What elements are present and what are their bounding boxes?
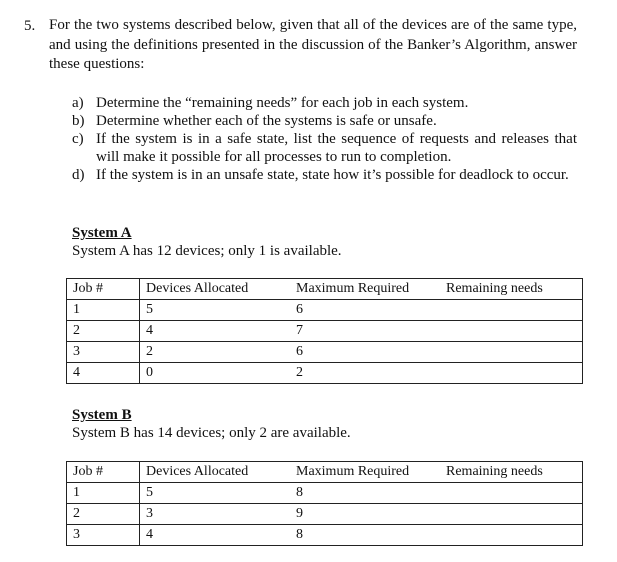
table-row bbox=[67, 300, 583, 321]
cell-allocated: 2 bbox=[140, 342, 291, 363]
cell-remaining bbox=[440, 504, 583, 525]
cell-allocated: 5 bbox=[140, 300, 291, 321]
cell-allocated: 5 bbox=[140, 483, 291, 504]
cell-remaining bbox=[440, 342, 583, 363]
cell-job: 3 bbox=[67, 342, 140, 363]
cell-maximum: 7 bbox=[290, 321, 440, 342]
header-remaining-needs: Remaining needs bbox=[440, 279, 583, 300]
question-part-b bbox=[72, 112, 577, 130]
system-b-description: System B has 14 devices; only 2 are available. bbox=[72, 425, 351, 441]
cell-job: 3 bbox=[67, 525, 140, 546]
part-text: Determine the “remaining needs” for each job in each system. bbox=[96, 95, 469, 111]
cell-job: 1 bbox=[67, 483, 140, 504]
part-letter: b) bbox=[72, 113, 85, 129]
cell-remaining bbox=[440, 300, 583, 321]
table-row bbox=[67, 321, 583, 342]
cell-job: 1 bbox=[67, 300, 140, 321]
cell-allocated: 3 bbox=[140, 504, 291, 525]
cell-remaining bbox=[440, 363, 583, 384]
cell-maximum: 6 bbox=[290, 300, 440, 321]
part-letter: a) bbox=[72, 95, 84, 111]
cell-maximum: 2 bbox=[290, 363, 440, 384]
cell-remaining bbox=[440, 525, 583, 546]
question-part-a bbox=[72, 94, 577, 112]
part-text: If the system is in an unsafe state, state how it’s possible for deadlock to occur. bbox=[96, 167, 569, 183]
cell-allocated: 4 bbox=[140, 525, 291, 546]
part-letter: d) bbox=[72, 167, 85, 183]
cell-remaining bbox=[440, 321, 583, 342]
header-job: Job # bbox=[67, 462, 140, 483]
header-devices-allocated: Devices Allocated bbox=[140, 462, 291, 483]
system-b-title: System B bbox=[72, 407, 132, 423]
system-a-title: System A bbox=[72, 225, 132, 241]
header-remaining-needs: Remaining needs bbox=[440, 462, 583, 483]
cell-remaining bbox=[440, 483, 583, 504]
cell-job: 2 bbox=[67, 321, 140, 342]
cell-allocated: 0 bbox=[140, 363, 291, 384]
part-text: Determine whether each of the systems is safe or unsafe. bbox=[96, 113, 437, 129]
cell-job: 4 bbox=[67, 363, 140, 384]
table-header-row bbox=[67, 279, 583, 300]
header-job: Job # bbox=[67, 279, 140, 300]
question-parts-list bbox=[72, 94, 577, 184]
table-row bbox=[67, 525, 583, 546]
table-row bbox=[67, 363, 583, 384]
table-row bbox=[67, 483, 583, 504]
cell-maximum: 8 bbox=[290, 525, 440, 546]
question-intro: For the two systems described below, given that all of the devices are of the same type, and using the definitions presented in the discussion of the Banker’s Algorithm, answer these questions: bbox=[49, 17, 577, 72]
question-number: 5. bbox=[24, 18, 36, 34]
cell-maximum: 9 bbox=[290, 504, 440, 525]
system-a-table bbox=[66, 278, 583, 384]
question-part-d bbox=[72, 166, 577, 184]
system-b-table bbox=[66, 461, 583, 546]
cell-allocated: 4 bbox=[140, 321, 291, 342]
header-maximum-required: Maximum Required bbox=[290, 279, 440, 300]
cell-maximum: 8 bbox=[290, 483, 440, 504]
header-devices-allocated: Devices Allocated bbox=[140, 279, 291, 300]
cell-job: 2 bbox=[67, 504, 140, 525]
table-row bbox=[67, 504, 583, 525]
table-header-row bbox=[67, 462, 583, 483]
question-part-c bbox=[72, 130, 577, 166]
table-row bbox=[67, 342, 583, 363]
part-text: If the system is in a safe state, list the sequence of requests and releases that will make it possible for all processes to run to completion. bbox=[96, 131, 577, 165]
part-letter: c) bbox=[72, 131, 84, 147]
cell-maximum: 6 bbox=[290, 342, 440, 363]
system-a-description: System A has 12 devices; only 1 is available. bbox=[72, 243, 342, 259]
header-maximum-required: Maximum Required bbox=[290, 462, 440, 483]
